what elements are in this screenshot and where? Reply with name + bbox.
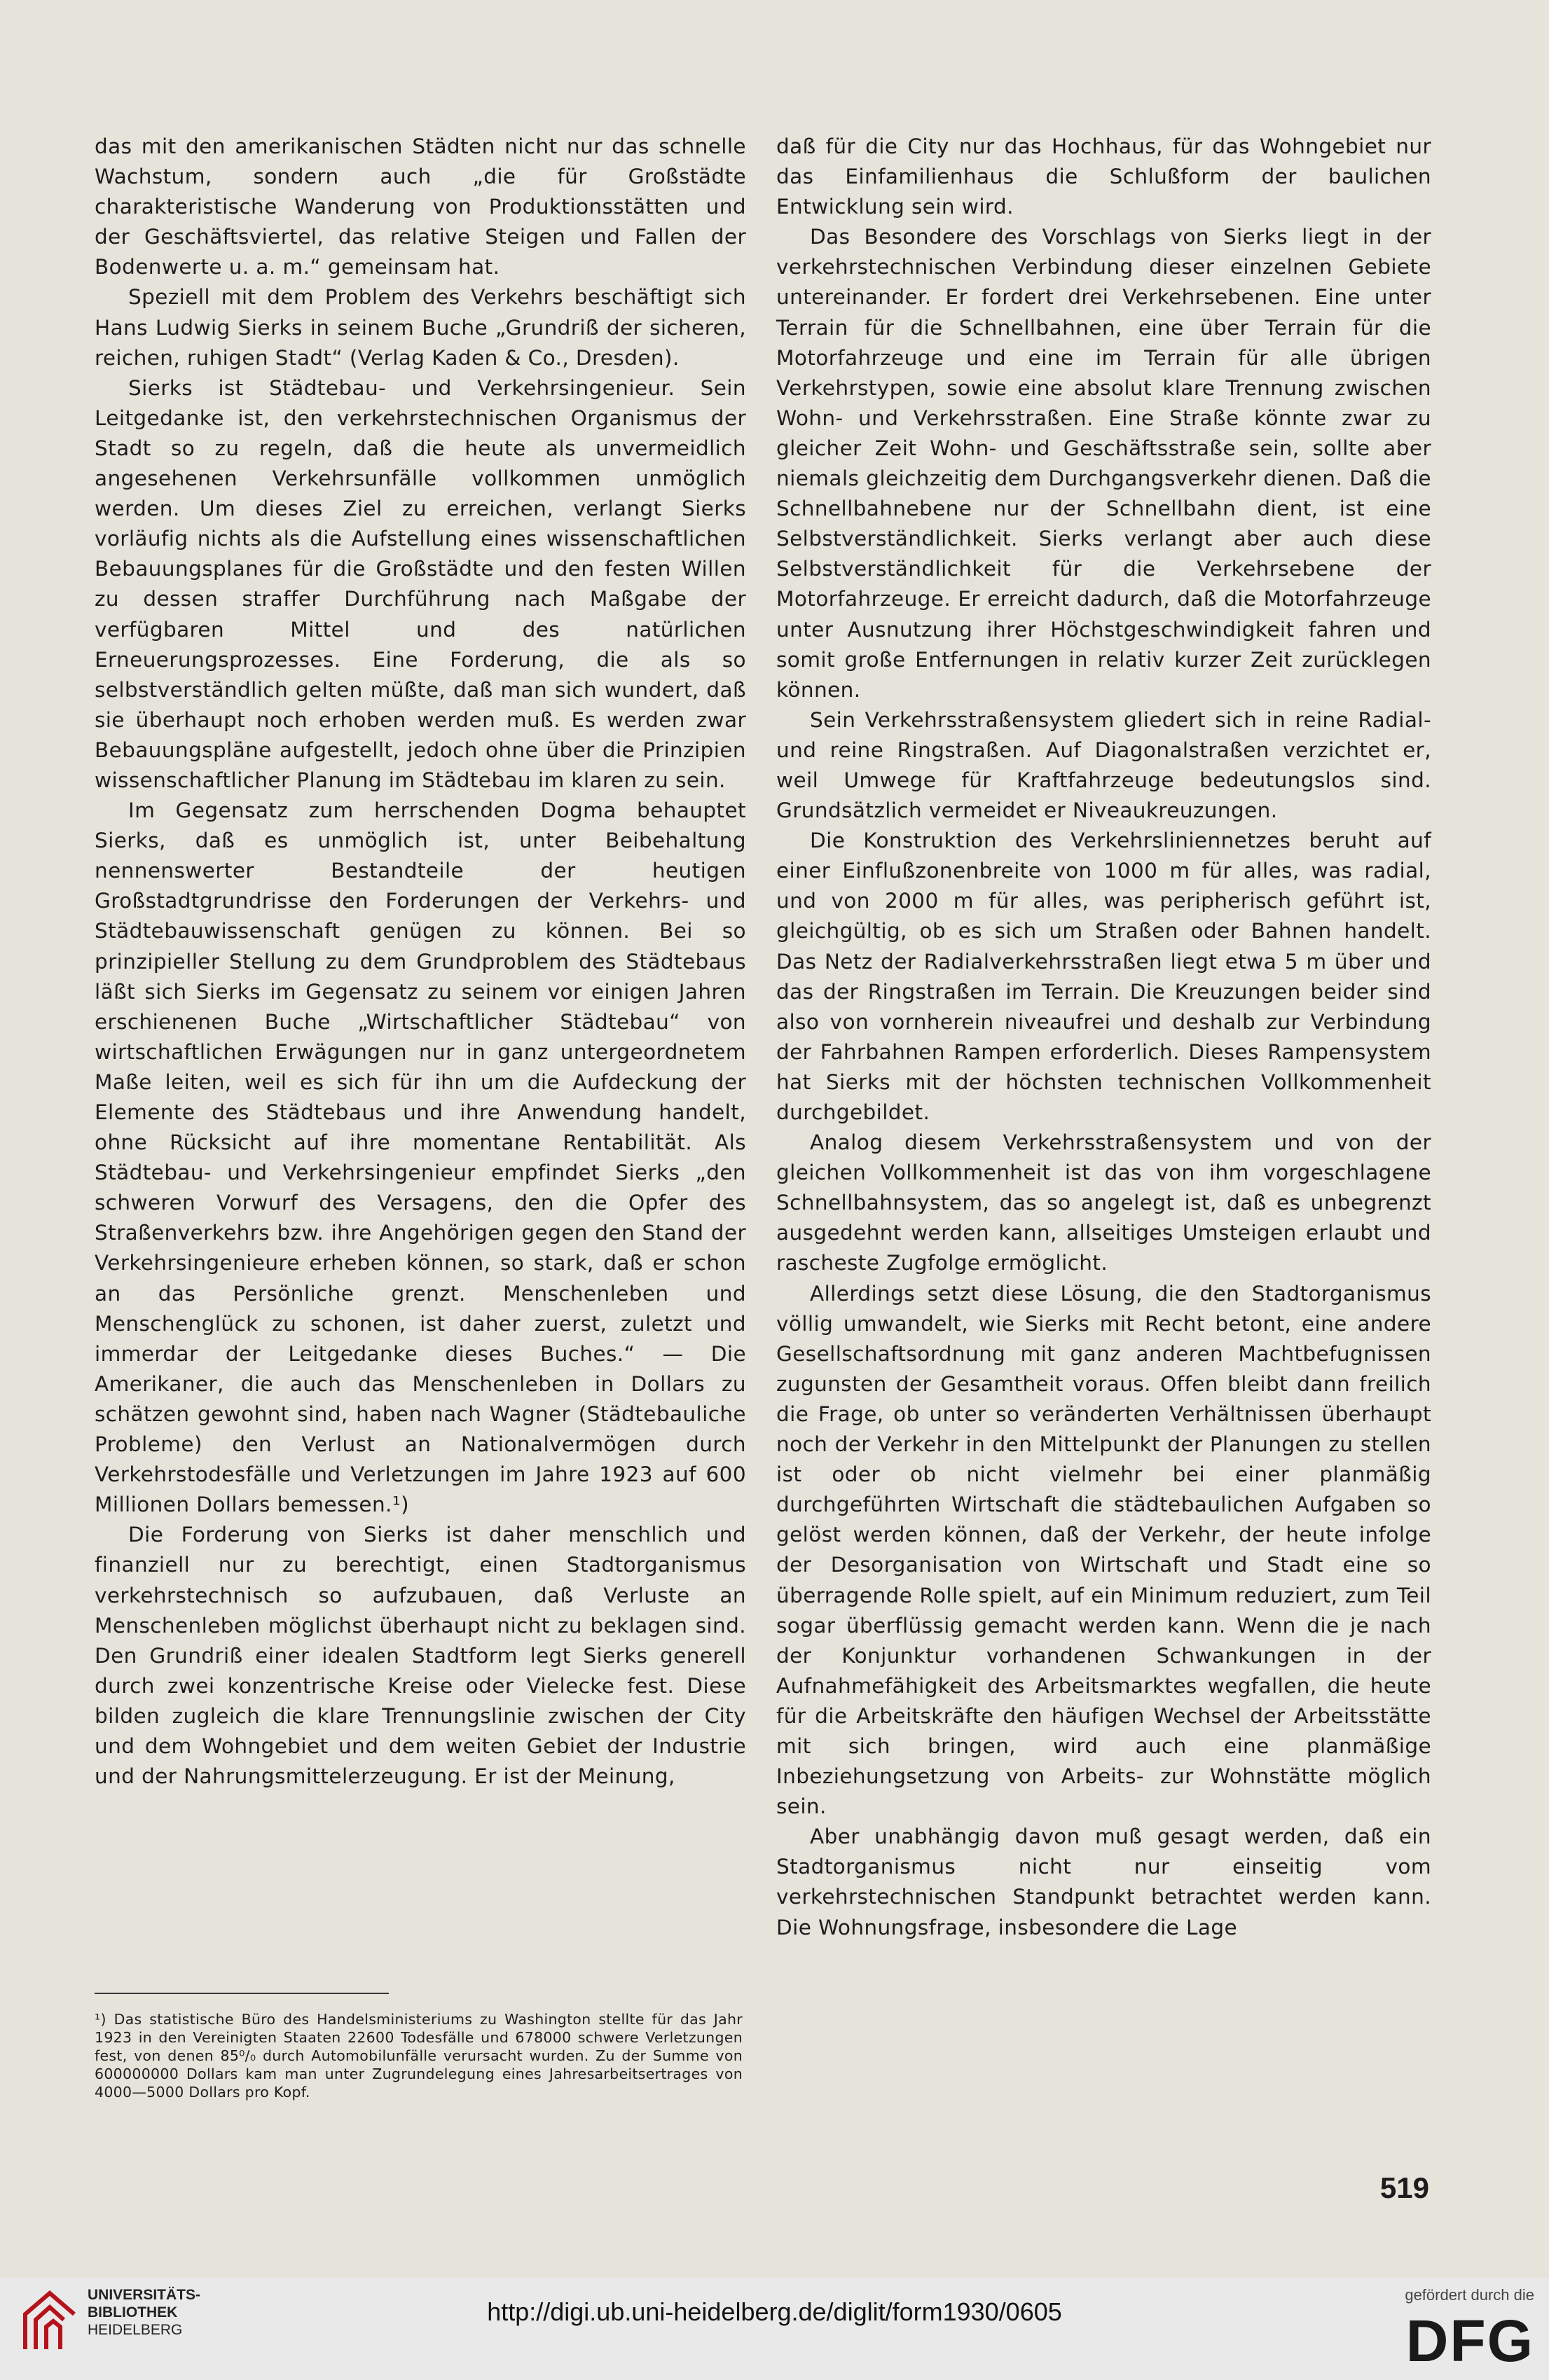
paragraph: Im Gegensatz zum herrschenden Dogma behauptet Sierks, daß es unmöglich ist, unter Beibehaltung nennenswerter Bestandteile der heutigen Großstadtgrundrisse den Forderungen der Verkehrs- und Städtebauwissenschaft genügen zu können. Bei so prinzipieller Stellung zu dem Grundproblem des Städtebaus läßt sich Sierks im Gegensatz zu seinem vor einigen Jahren erschienenen Buche „Wirtschaftlicher Städtebau“ von wirtschaftlichen Erwägungen nur in ganz untergeordnetem Maße leiten, weil es sich für ihn um die Aufdeckung der Elemente des Städtebaus und ihre Anwendung handelt, ohne Rücksicht auf ihre momentane Rentabilität. Als Städtebau- und Verkehrsingenieur empfindet Sierks „den schweren Vorwurf des Versagens, den die Opfer des Straßenverkehrs bzw. ihre Angehörigen gegen den Stand der Verkehrsingenieure erheben können, so stark, daß er schon an das Persönliche grenzt. Menschenleben und Menschenglück zu schonen, ist daher zuerst, zuletzt und immerdar der Leitgedanke dieses Buches.“ — Die Amerikaner, die auch das Menschenleben in Dollars zu schätzen gewohnt sind, haben nach Wagner (Städtebauliche Probleme) den Verlust an Nationalvermögen durch Verkehrstodesfälle und Verletzungen im Jahre 1923 auf 600 Millionen Dollars bemessen.¹) (95, 798, 746, 1517)
paragraph: das mit den amerikanischen Städten nicht nur das schnelle Wachstum, sondern auch „die für Großstädte charakteristische Wanderung von Produktionsstätten und der Geschäftsviertel, das relative Steigen und Fallen der Bodenwerte u. a. m.“ gemeinsam hat. (95, 134, 746, 279)
paragraph: Die Konstruktion des Verkehrsliniennetzes beruht auf einer Einflußzonenbreite von 1000 m für alles, was radial, und von 2000 m für alles, was peripherisch geführt ist, gleichgültig, ob es sich um Straßen oder Bahnen handelt. Das Netz der Radialverkehrsstraßen liegt etwa 5 m über und das der Ringstraßen im Terrain. Die Kreuzungen beider sind also von vornherein niveaufrei und deshalb zur Verbindung der Fahrbahnen Rampen erforderlich. Dieses Rampensystem hat Sierks mit der höchsten technischen Vollkommenheit durchgebildet. (776, 829, 1431, 1124)
library-name-line: UNIVERSITÄTS- (88, 2287, 201, 2303)
paragraph: Die Forderung von Sierks ist daher menschlich und finanziell nur zu berechtigt, einen Stadtorganismus verkehrstechnisch so aufzubauen, daß Verluste an Menschenleben möglichst überhaupt nicht zu beklagen sind. Den Grundriß einer idealen Stadtform legt Sierks generell durch zwei konzentrische Kreise oder Vielecke fest. Diese bilden zugleich die klare Trennungslinie zwischen der City und dem Wohngebiet und dem weiten Gebiet der Industrie und der Nahrungsmittelerzeugung. Er ist der Meinung, (95, 1523, 746, 1789)
left-text-column (95, 132, 746, 1792)
dfg-logo: DFG (1405, 2308, 1534, 2374)
digitization-footer (0, 2278, 1549, 2380)
paragraph: Sein Verkehrsstraßensystem gliedert sich in reine Radial- und reine Ringstraßen. Auf Diagonalstraßen verzichtet er, weil Umwege für Kraftfahrzeuge bedeutungslos sind. Grundsätzlich vermeidet er Niveaukreuzungen. (776, 707, 1431, 823)
footnote: ¹) Das statistische Büro des Handelsministeriums zu Washington stellte für das Jahr 1923 in den Vereinigten Staaten 22600 Todesfälle und 678000 schwere Verletzungen fest, von denen 85⁰/₀ durch Automobilunfälle verursacht wurden. Zu der Summe von 600000000 Dollars kam man unter Zugrundelegung eines Jahresarbeitsertrages von 4000—5000 Dollars pro Kopf. (95, 2011, 743, 2101)
library-name-line: HEIDELBERG (88, 2322, 183, 2338)
library-name-line: BIBLIOTHEK (88, 2304, 178, 2320)
funding-caption: gefördert durch die (1405, 2286, 1534, 2304)
source-url-link[interactable]: http://digi.ub.uni-heidelberg.de/diglit/form1930/0605 (487, 2297, 1062, 2326)
page-number: 519 (1379, 2171, 1429, 2204)
footnote-divider (95, 1993, 389, 1994)
paragraph: daß für die City nur das Hochhaus, für das Wohngebiet nur das Einfamilienhaus die Schlußform der baulichen Entwicklung sein wird. (776, 134, 1431, 219)
paragraph: Sierks ist Städtebau- und Verkehrsingenieur. Sein Leitgedanke ist, den verkehrstechnischen Organismus der Stadt so zu regeln, daß die heute als unvermeidlich angesehenen Verkehrsunfälle vollkommen unmöglich werden. Um dieses Ziel zu erreichen, verlangt Sierks vorläufig nichts als die Aufstellung eines wissenschaftlichen Bebauungsplanes für die Großstädte und den festen Willen zu dessen straffer Durchführung nach Maßgabe der verfügbaren Mittel und des natürlichen Erneuerungsprozesses. Eine Forderung, die als so selbstverständlich gelten müßte, daß man sich wundert, daß sie überhaupt noch erhoben werden muß. Es werden zwar Bebauungspläne aufgestellt, jedoch ohne über die Prinzipien wissenschaftlicher Planung im Städtebau im klaren zu sein. (95, 375, 746, 792)
paragraph: Das Besondere des Vorschlags von Sierks liegt in der verkehrstechnischen Verbindung dieser einzelnen Gebiete untereinander. Er fordert drei Verkehrsebenen. Eine unter Terrain für die Schnellbahnen, eine über Terrain für die Motorfahrzeuge und eine im Terrain für alle übrigen Verkehrstypen, sowie eine absolut klare Trennung zwischen Wohn- und Verkehrsstraßen. Eine Straße könnte zwar zu gleicher Zeit Wohn- und Geschäftsstraße sein, sollte aber niemals gleichzeitig dem Durchgangsverkehr dienen. Daß die Schnellbahnebene nur der Schnellbahn dient, ist eine Selbstverständlichkeit. Sierks verlangt aber auch diese Selbstverständlichkeit für die Verkehrsebene der Motorfahrzeuge. Er erreicht dadurch, daß die Motorfahrzeuge unter Ausnutzung ihrer Höchstgeschwindigkeit fahren und somit große Entfernungen in relativ kurzer Zeit zurücklegen können. (776, 225, 1431, 702)
paragraph: Aber unabhängig davon muß gesagt werden, daß ein Stadtorganismus nicht nur einseitig vom verkehrstechnischen Standpunkt betrachtet werden kann. Die Wohnungsfrage, insbesondere die Lage (776, 1825, 1431, 1939)
paragraph: Allerdings setzt diese Lösung, die den Stadtorganismus völlig umwandelt, wie Sierks mit Recht betont, eine andere Gesellschaftsordnung mit ganz anderen Machtbefugnissen zugunsten der Gesamtheit voraus. Offen bleibt dann freilich die Frage, ob unter so veränderten Verhältnissen überhaupt noch der Verkehr in den Mittelpunkt der Planungen zu stellen ist oder ob nicht vielmehr bei einer planmäßig durchgeführten Wirtschaft die städtebaulichen Aufgaben so gelöst werden können, daß der Verkehr, der heute infolge der Desorganisation von Wirtschaft und Stadt eine so überragende Rolle spielt, auf ein Minimum reduziert, zum Teil sogar überflüssig gemacht werden kann. Wenn die je nach der Konjunktur vorhandenen Schwankungen in der Aufnahmefähigkeit des Arbeitsmarktes wegfallen, die heute für die Arbeitskräfte den häufigen Wechsel der Arbeitsstätte mit sich bringen, wird auch eine planmäßige Inbeziehungsetzung von Arbeits- zur Wohnstätte möglich sein. (776, 1281, 1431, 1819)
paragraph: Analog diesem Verkehrsstraßensystem und von der gleichen Vollkommenheit ist das von ihm vorgeschlagene Schnellbahnsystem, das so angelegt ist, daß es unbegrenzt ausgedehnt werden kann, allseitiges Umsteigen erlaubt und rascheste Zugfolge ermöglicht. (776, 1130, 1431, 1275)
right-text-column (776, 132, 1431, 1943)
paragraph: Speziell mit dem Problem des Verkehrs beschäftigt sich Hans Ludwig Sierks in seinem Buche „Grundriß der sicheren, reichen, ruhigen Stadt“ (Verlag Kaden & Co., Dresden). (95, 285, 746, 370)
